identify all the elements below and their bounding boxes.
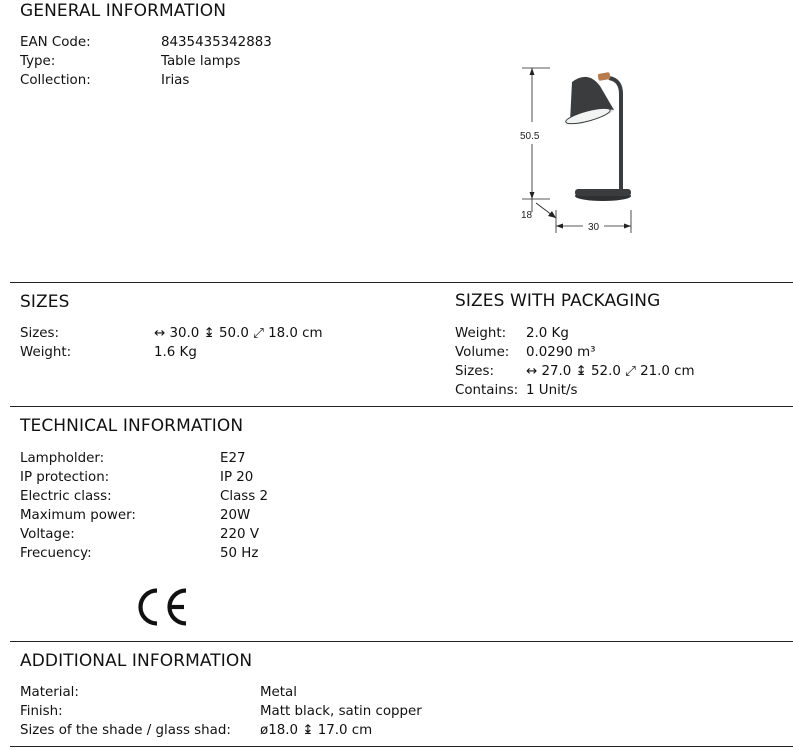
weight-value: 1.6 Kg: [154, 345, 197, 360]
packaging-heading: SIZES WITH PACKAGING: [455, 291, 661, 311]
section-divider-2: [10, 406, 793, 407]
depth-dimension-label: 18: [521, 210, 533, 221]
type-value: Table lamps: [161, 54, 241, 69]
general-row-ean: [20, 33, 320, 52]
technical-row-max-power: [20, 506, 420, 525]
packaging-volume-value: 0.0290 m³: [526, 345, 596, 360]
table-lamp-illustration: [564, 72, 631, 201]
frequency-label: Frecuency:: [20, 546, 92, 561]
section-divider-4: [10, 746, 793, 747]
ean-label: EAN Code:: [20, 35, 91, 50]
electric-class-value: Class 2: [220, 489, 269, 504]
finish-value: Matt black, satin copper: [260, 704, 422, 719]
packaging-weight-value: 2.0 Kg: [526, 326, 569, 341]
general-row-collection: [20, 71, 320, 90]
ip-protection-label: IP protection:: [20, 470, 110, 485]
sizes-label: Sizes:: [20, 326, 59, 341]
finish-label: Finish:: [20, 704, 63, 719]
section-divider-3: [10, 641, 793, 642]
height-arrow-bottom: [530, 192, 535, 199]
material-value: Metal: [260, 685, 297, 700]
section-divider-1: [10, 282, 793, 283]
packaging-sizes-value: ↔ 27.0 ↨ 52.0 ⤢ 21.0 cm: [526, 364, 695, 379]
lampholder-label: Lampholder:: [20, 451, 105, 466]
voltage-label: Voltage:: [20, 527, 75, 542]
weight-label: Weight:: [20, 345, 72, 360]
ean-value: 8435435342883: [161, 35, 272, 50]
additional-row-finish: [20, 702, 520, 721]
shade-sizes-value: ø18.0 ↨ 17.0 cm: [260, 723, 373, 738]
technical-row-frequency: [20, 544, 420, 563]
electric-class-label: Electric class:: [20, 489, 112, 504]
depth-arrow: [548, 211, 556, 218]
width-arrow-right: [624, 224, 631, 229]
packaging-row-sizes: [455, 362, 785, 381]
general-row-type: [20, 52, 320, 71]
product-dimension-drawing: [510, 60, 640, 240]
packaging-contains-label: Contains:: [455, 383, 519, 398]
packaging-volume-label: Volume:: [455, 345, 510, 360]
height-arrow-top: [530, 68, 535, 75]
lamp-copper-joint: [598, 72, 611, 81]
technical-row-electric-class: [20, 487, 420, 506]
maximum-power-label: Maximum power:: [20, 508, 136, 523]
lamp-arm: [609, 78, 621, 191]
technical-information-heading: TECHNICAL INFORMATION: [20, 416, 244, 436]
type-label: Type:: [20, 54, 56, 69]
packaging-contains-value: 1 Unit/s: [526, 383, 578, 398]
technical-row-voltage: [20, 525, 420, 544]
sizes-heading: SIZES: [20, 292, 70, 312]
collection-label: Collection:: [20, 73, 91, 88]
technical-row-lampholder: [20, 449, 420, 468]
sizes-row-weight: [20, 343, 440, 362]
frequency-value: 50 Hz: [220, 546, 259, 561]
collection-value: Irias: [161, 73, 190, 88]
ce-mark-icon: [134, 586, 190, 628]
packaging-weight-label: Weight:: [455, 326, 507, 341]
packaging-sizes-label: Sizes:: [455, 364, 494, 379]
width-arrow-left: [556, 224, 563, 229]
packaging-row-weight: [455, 324, 785, 343]
additional-information-heading: ADDITIONAL INFORMATION: [20, 651, 253, 671]
voltage-value: 220 V: [220, 527, 259, 542]
height-dimension-label: 50.5: [520, 131, 540, 142]
technical-row-ip: [20, 468, 420, 487]
sizes-row-sizes: [20, 324, 440, 343]
shade-sizes-label: Sizes of the shade / glass shad:: [20, 723, 231, 738]
width-dimension-label: 30: [588, 222, 600, 233]
packaging-row-contains: [455, 381, 785, 400]
material-label: Material:: [20, 685, 79, 700]
maximum-power-value: 20W: [220, 508, 251, 523]
sizes-value: ↔ 30.0 ↨ 50.0 ⤢ 18.0 cm: [154, 326, 323, 341]
packaging-row-volume: [455, 343, 785, 362]
lampholder-value: E27: [220, 451, 246, 466]
additional-row-material: [20, 683, 520, 702]
additional-row-shade-sizes: [20, 721, 520, 740]
ip-protection-value: IP 20: [220, 470, 254, 485]
general-information-heading: GENERAL INFORMATION: [20, 1, 227, 21]
